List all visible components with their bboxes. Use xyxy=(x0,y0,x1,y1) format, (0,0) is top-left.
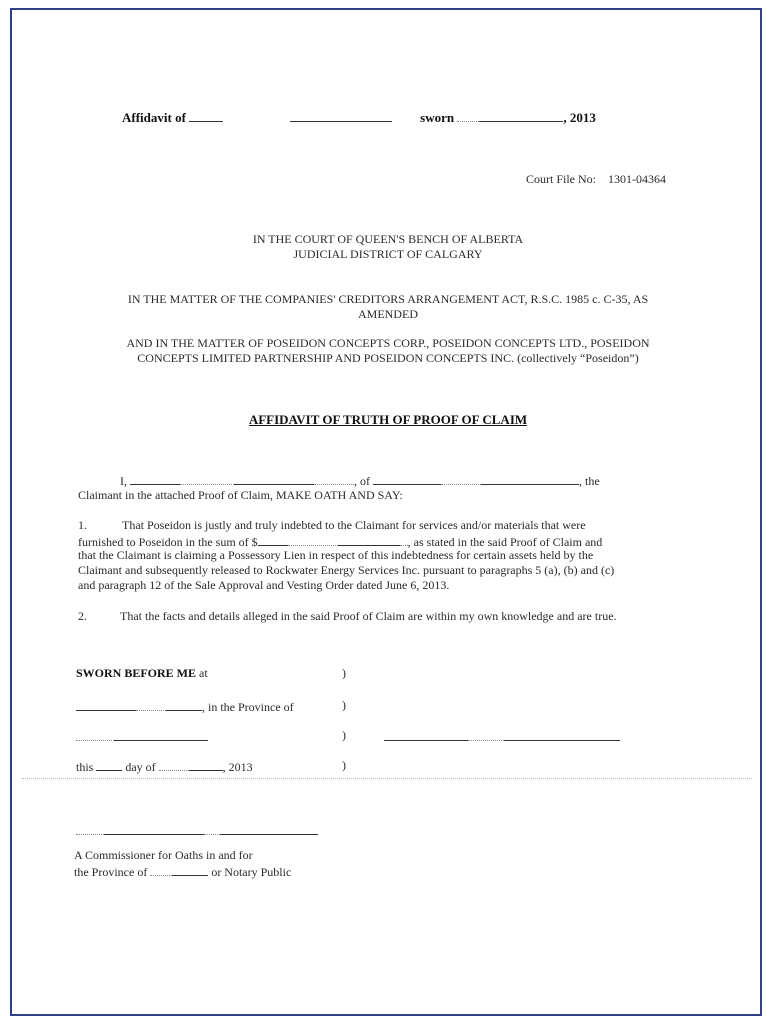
para2-text: That the facts and details alleged in the said Proof of Claim are within my own knowledge and are true. xyxy=(120,609,617,623)
court-district: JUDICIAL DISTRICT OF CALGARY xyxy=(293,247,483,261)
paren-2: ) xyxy=(342,698,346,712)
commissioner-signature-blank-2 xyxy=(220,822,318,835)
sworn-city-blank-2 xyxy=(166,698,202,711)
para1-line1: That Poseidon is justly and truly indebted to the Claimant for services and/or materials that were xyxy=(122,518,586,532)
para1-line4: Claimant and subsequently released to Rockwater Energy Services Inc. pursuant to paragraphs 5 (a), (b) and (c) xyxy=(78,563,615,577)
matter-poseidon-line2: CONCEPTS LIMITED PARTNERSHIP AND POSEIDON CONCEPTS INC. (collectively “Poseidon”) xyxy=(137,351,639,365)
para1-line3: that the Claimant is claiming a Possessory Lien in respect of this indebtedness for certain assets held by the xyxy=(78,548,594,562)
para1-line2a: furnished to Poseidon in the sum of $ xyxy=(78,535,258,549)
para1-line5: and paragraph 12 of the Sale Approval and Vesting Order dated June 6, 2013. xyxy=(78,578,450,592)
header-line xyxy=(122,109,596,126)
commissioner-signature-blank xyxy=(104,822,204,835)
sworn-year: , 2013 xyxy=(222,760,253,774)
para2-number: 2. xyxy=(78,609,87,623)
commissioner-line2 xyxy=(74,863,291,880)
sworn-province-label: , in the Province of xyxy=(202,700,294,714)
matter-ccaa-line1: IN THE MATTER OF THE COMPANIES' CREDITORS ARRANGEMENT ACT, R.S.C. 1985 c. C-35, AS xyxy=(127,292,649,306)
sworn-place-line xyxy=(76,698,294,715)
intro-the: , the xyxy=(579,474,600,488)
claim-amount-blank xyxy=(258,533,288,546)
sworn-day-blank xyxy=(96,758,122,771)
claimant-city-blank xyxy=(373,472,441,485)
sworn-before-me-line xyxy=(76,666,208,681)
document-title: AFFIDAVIT OF TRUTH OF PROOF OF CLAIM xyxy=(248,412,528,427)
paren-1: ) xyxy=(342,666,346,680)
affidavit-page xyxy=(10,8,762,1016)
court-name: IN THE COURT OF QUEEN'S BENCH OF ALBERTA xyxy=(252,232,524,246)
intro-line2: Claimant in the attached Proof of Claim, MAKE OATH AND SAY: xyxy=(78,488,403,502)
sworn-label: sworn xyxy=(420,110,455,125)
intro-line1 xyxy=(120,472,600,489)
sworn-date-blank xyxy=(479,109,563,122)
claim-amount-blank-2 xyxy=(338,533,400,546)
sworn-province-blank xyxy=(114,728,208,741)
deponent-name-blank xyxy=(189,109,223,122)
sworn-this: this xyxy=(76,760,94,774)
sworn-province-blank-line xyxy=(76,728,208,745)
sworn-at: at xyxy=(199,666,208,680)
paren-4: ) xyxy=(342,758,346,772)
commissioner-signature-line xyxy=(76,822,318,839)
deponent-signature-blank xyxy=(384,728,468,741)
sworn-date-line xyxy=(76,758,253,775)
para1-line2b: , as stated in the said Proof of Claim and xyxy=(407,535,603,549)
court-file-label: Court File No: xyxy=(526,172,597,186)
claimant-name-blank-2 xyxy=(234,472,314,485)
matter-poseidon-line1: AND IN THE MATTER OF POSEIDON CONCEPTS CORP., POSEIDON CONCEPTS LTD., POSEIDON xyxy=(126,336,650,350)
claimant-name-blank xyxy=(130,472,180,485)
deponent-signature-blank-2 xyxy=(504,728,620,741)
sworn-day-of: day of xyxy=(125,760,156,774)
deponent-name-blank-2 xyxy=(290,109,392,122)
commissioner-province-blank xyxy=(172,863,208,876)
intro-of: , of xyxy=(354,474,370,488)
claimant-city-blank-2 xyxy=(481,472,579,485)
document-title-wrap xyxy=(12,412,764,428)
commissioner-province-label: the Province of xyxy=(74,865,148,879)
affidavit-of-label: Affidavit of xyxy=(122,110,186,125)
faint-divider xyxy=(22,778,752,779)
court-file xyxy=(526,172,666,187)
matter-ccaa-line2: AMENDED xyxy=(358,307,418,321)
court-file-number: 1301-04364 xyxy=(608,172,667,186)
deponent-signature-line xyxy=(384,728,620,745)
para1-number: 1. xyxy=(78,518,87,532)
sworn-before-me: SWORN BEFORE ME xyxy=(76,666,197,680)
header-year: , 2013 xyxy=(563,110,596,125)
intro-i: I, xyxy=(120,474,127,488)
sworn-month-blank xyxy=(189,758,223,771)
commissioner-notary: or Notary Public xyxy=(211,865,292,879)
commissioner-line1: A Commissioner for Oaths in and for xyxy=(74,848,253,862)
sworn-city-blank xyxy=(76,698,136,711)
paren-3: ) xyxy=(342,728,346,742)
